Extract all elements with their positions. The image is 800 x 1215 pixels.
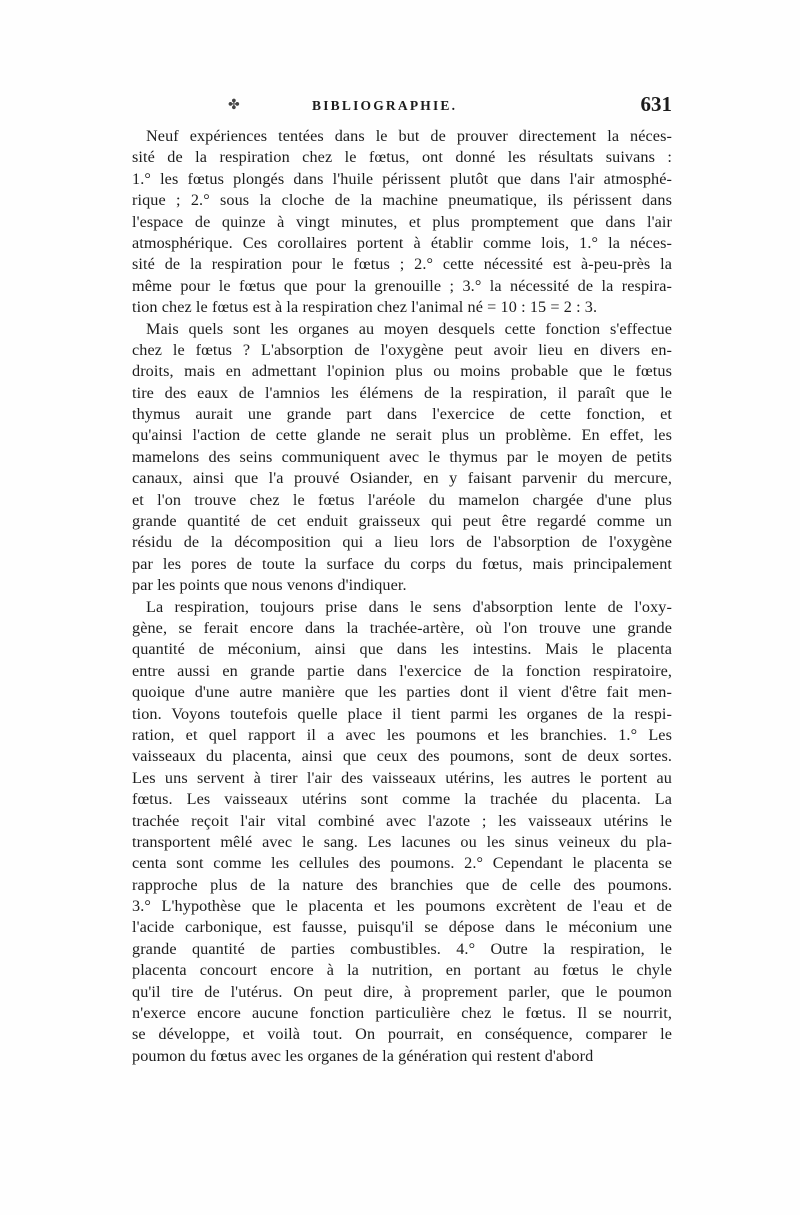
text-line: grande quantité de cet enduit graisseux qui peut être regardé comme un (132, 512, 672, 531)
text-line: trachée reçoit l'air vital combiné avec l'azote ; les vaisseaux utérins le (132, 811, 672, 830)
text-line: Les uns servent à tirer l'air des vaisseaux utérins, les autres le portent au (132, 768, 672, 787)
text-line: quoique d'une autre manière que les parties dont il vient d'être fait men- (132, 683, 672, 702)
text-line: Mais quels sont les organes au moyen desquels cette fonction s'effectue (146, 319, 672, 338)
text-line: placenta concourt encore à la nutrition, en portant au fœtus le chyle (132, 961, 672, 980)
text-line: résidu de la décomposition qui a lieu lors de l'absorption de l'oxygène (132, 533, 672, 552)
text-line: tire des eaux de l'amnios les élémens de la respiration, il paraît que le (132, 383, 672, 402)
text-line: se développe, et voilà tout. On pourrait, en conséquence, comparer le (132, 1025, 672, 1044)
text-line: par les pores de toute la surface du corps du fœtus, mais principalement (132, 554, 672, 573)
text-line: l'espace de quinze à vingt minutes, et plus promptement que dans l'air (132, 212, 672, 231)
text-line: chez le fœtus ? L'absorption de l'oxygène peut avoir lieu en divers en- (132, 340, 672, 359)
text-line: fœtus. Les vaisseaux utérins sont comme la trachée du placenta. La (132, 790, 672, 809)
running-head: BIBLIOGRAPHIE. (312, 98, 458, 113)
text-line: n'exerce encore aucune fonction particulière chez le fœtus. Il se nourrit, (132, 1004, 672, 1023)
body-text (132, 126, 672, 1067)
text-line: par les points que nous venons d'indiquer. (132, 576, 407, 595)
text-line: même pour le fœtus que pour la grenouille ; 3.° la nécessité de la respira- (132, 276, 672, 295)
text-line: gène, se ferait encore dans la trachée-artère, où l'on trouve une grande (132, 618, 672, 637)
text-line: 1.° les fœtus plongés dans l'huile périssent plutôt que dans l'air atmosphé- (132, 169, 672, 188)
text-line: ration, et quel rapport il a avec les poumons et les branchies. 1.° Les (132, 725, 672, 744)
text-line: Neuf expériences tentées dans le but de prouver directement la néces- (146, 127, 672, 145)
text-line: 3.° L'hypothèse que le placenta et les poumons excrètent de l'eau et de (132, 897, 672, 916)
paragraph (132, 319, 672, 597)
text-line: transportent mêlé avec le sang. Les lacunes ou les sinus veineux du pla- (132, 832, 672, 851)
text-line: tion. Voyons toutefois quelle place il tient parmi les organes de la respi- (132, 704, 672, 723)
text-line: atmosphérique. Ces corollaires portent à établir comme lois, 1.° la néces- (132, 233, 672, 252)
page-header (132, 94, 672, 120)
text-line: centa sont comme les cellules des poumons. 2.° Cependant le placenta se (132, 854, 672, 873)
text-line: poumon du fœtus avec les organes de la génération qui restent d'abord (132, 1046, 594, 1065)
text-line: thymus aurait une grande part dans l'exercice de cette fonction, et (132, 405, 672, 424)
text-line: sité de la respiration chez le fœtus, ont donné les résultats suivans : (132, 148, 672, 167)
text-line: mamelons des seins communiquent avec le thymus par le moyen de petits (132, 447, 672, 466)
text-line: vaisseaux du placenta, ainsi que ceux des poumons, sont de deux sortes. (132, 747, 672, 766)
text-line: et l'on trouve chez le fœtus l'aréole du mamelon chargée d'une plus (132, 490, 672, 509)
text-line: qu'ainsi l'action de cette glande ne serait plus un problème. En effet, les (132, 426, 672, 445)
text-line: canaux, ainsi que l'a prouvé Osiander, en y faisant parvenir du mercure, (132, 469, 672, 488)
text-line: quantité de méconium, ainsi que dans les intestins. Mais le placenta (132, 640, 672, 659)
text-line: sité de la respiration pour le fœtus ; 2.° cette nécessité est à-peu-près la (132, 255, 672, 274)
paragraph (132, 597, 672, 1068)
text-line: droits, mais en admettant l'opinion plus ou moins probable que le fœtus (132, 362, 672, 381)
text-line: l'acide carbonique, est fausse, puisqu'il se dépose dans le méconium une (132, 918, 672, 937)
text-line: tion chez le fœtus est à la respiration chez l'animal né = 10 : 15 = 2 : 3. (132, 298, 598, 317)
ornament-icon: ✤ (228, 97, 240, 113)
text-line: grande quantité de parties combustibles. 4.° Outre la respiration, le (132, 939, 672, 958)
text-line: entre aussi en grande partie dans l'exercice de la fonction respiratoire, (132, 661, 672, 680)
text-line: rapproche plus de la nature des branchies que de celle des poumons. (132, 875, 672, 894)
text-line: La respiration, toujours prise dans le sens d'absorption lente de l'oxy- (146, 597, 672, 616)
text-line: rique ; 2.° sous la cloche de la machine pneumatique, ils périssent dans (132, 191, 672, 210)
page-number: 631 (640, 92, 672, 116)
paragraph (132, 126, 672, 319)
text-line: qu'il tire de l'utérus. On peut dire, à proprement parler, que le poumon (132, 982, 672, 1001)
